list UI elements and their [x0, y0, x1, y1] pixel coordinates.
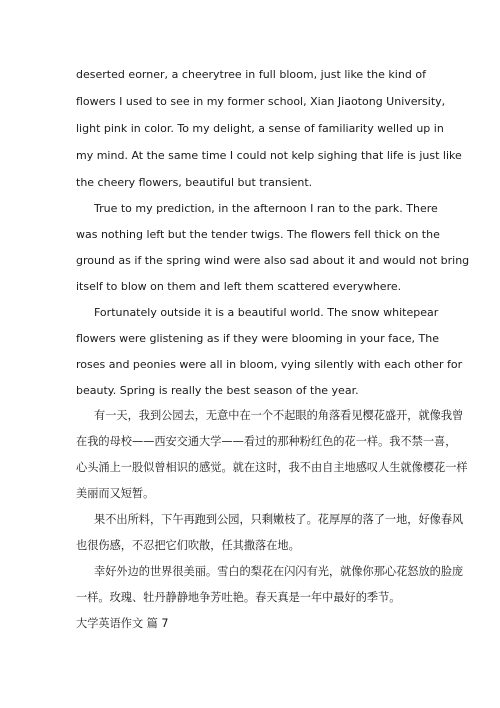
paragraph-line: 美丽而又短暂。	[76, 487, 155, 500]
paragraph-line: the cheery flowers, beautiful but transient.	[76, 176, 313, 189]
paragraph-line: Fortunately outside it is a beautiful world. The snow whitepear	[94, 306, 439, 319]
paragraph-line: 一样。玫瑰、牡丹静静地争芳吐艳。春天真是一年中最好的季节。	[76, 591, 401, 604]
paragraph-line: beauty. Spring is really the best season of the year.	[76, 384, 359, 397]
paragraph-line: was nothing left but the tender twigs. The flowers fell thick on the	[76, 228, 440, 241]
paragraph-line: my mind. At the same time I could not kelp sighing that life is just like	[76, 149, 462, 162]
paragraph-line: 果不出所料，下午再跑到公园，只剩嫩枝了。花厚厚的落了一地，好像春风	[94, 513, 464, 526]
paragraph-line: itself to blow on them and left them scattered everywhere.	[76, 280, 402, 293]
paragraph-line: flowers were glistening as if they were blooming in your face, The	[76, 332, 439, 345]
section-heading: 大学英语作文 篇 7	[76, 617, 169, 630]
paragraph-line: 在我的母校——西安交通大学——看过的那种粉红色的花一样。我不禁一喜，	[76, 435, 457, 448]
paragraph-line: flowers I used to see in my former school, Xian Jiaotong University,	[76, 95, 446, 108]
paragraph-line: 也很伤感，不忍把它们吹散，任其撒落在地。	[76, 539, 300, 552]
paragraph-line: 有一天，我到公园去，无意中在一个不起眼的角落看见樱花盛开，就像我曾	[94, 409, 464, 422]
paragraph-line: 幸好外边的世界很美丽。雪白的梨花在闪闪有光，就像你那心花怒放的脸庞	[94, 565, 464, 578]
paragraph-line: roses and peonies were all in bloom, vying silently with each other for	[76, 358, 463, 371]
paragraph-line: ground as if the spring wind were also sad about it and would not bring	[76, 254, 470, 267]
paragraph-line: True to my prediction, in the afternoon I ran to the park. There	[94, 202, 438, 215]
paragraph-line: deserted eorner, a cheerytree in full bloom, just like the kind of	[76, 68, 426, 81]
paragraph-line: light pink in color. To my delight, a sense of familiarity welled up in	[76, 122, 444, 135]
paragraph-line: 心头涌上一股似曾相识的感觉。就在这时，我不由自主地感叹人生就像樱花一样	[76, 461, 468, 474]
